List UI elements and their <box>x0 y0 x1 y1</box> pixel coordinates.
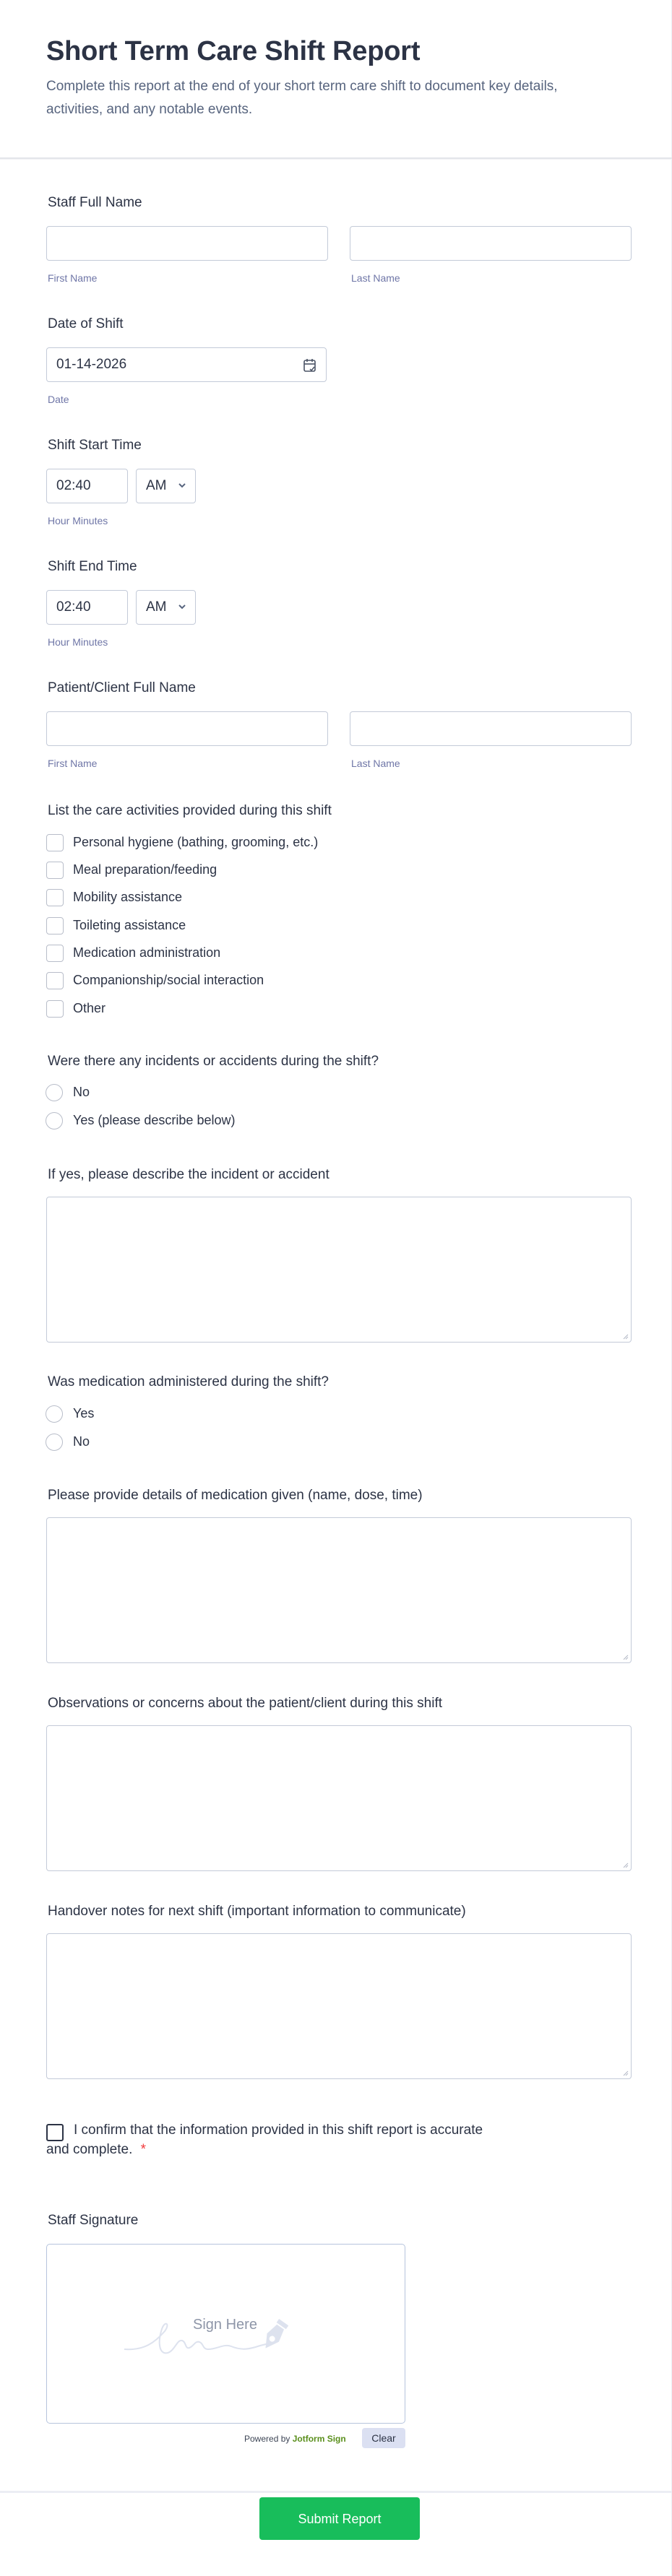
signature-label: Staff Signature <box>48 2213 139 2228</box>
incidents-option-label: Yes (please describe below) <box>73 1113 236 1127</box>
resize-handle-icon[interactable] <box>621 1332 629 1340</box>
activity-checkbox-medication[interactable] <box>46 945 64 962</box>
activity-option-label: Medication administration <box>73 945 221 960</box>
confirm-label-line1: I confirm that the information provided in this shift report is accurate <box>74 2122 483 2138</box>
confirm-label-line2: and complete. * <box>46 2142 147 2157</box>
activities-label: List the care activities provided during this shift <box>48 803 332 818</box>
shift-end-label: Shift End Time <box>48 559 137 574</box>
confirm-checkbox[interactable] <box>46 2124 64 2141</box>
patient-last-name-input[interactable] <box>350 711 632 746</box>
header-divider <box>0 157 672 160</box>
activity-option-label: Mobility assistance <box>73 890 183 904</box>
medication-given-label: Was medication administered during the shift? <box>48 1374 329 1389</box>
incidents-label: Were there any incidents or accidents during the shift? <box>48 1054 379 1069</box>
staff-first-name-input[interactable] <box>46 226 328 261</box>
shift-end-time-input[interactable]: 02:40 <box>46 590 128 625</box>
activity-checkbox-personal-hygiene[interactable] <box>46 834 64 851</box>
incident-description-textarea[interactable] <box>46 1197 632 1343</box>
date-of-shift-input[interactable] <box>46 347 327 382</box>
activity-option-label: Meal preparation/feeding <box>73 862 217 877</box>
incidents-radio-no[interactable] <box>46 1084 63 1101</box>
shift-start-sublabel: Hour Minutes <box>48 515 108 526</box>
medication-option-label: No <box>73 1434 90 1449</box>
clear-signature-button[interactable]: Clear <box>362 2428 405 2448</box>
shift-start-label: Shift Start Time <box>48 438 142 453</box>
resize-handle-icon[interactable] <box>621 1653 629 1660</box>
incidents-radio-yes[interactable] <box>46 1112 63 1129</box>
medication-option-label: Yes <box>73 1406 95 1421</box>
form-title: Short Term Care Shift Report <box>46 36 421 66</box>
shift-start-ampm-select[interactable]: AM <box>136 469 196 503</box>
resize-handle-icon[interactable] <box>621 2069 629 2076</box>
activity-checkbox-toileting[interactable] <box>46 917 64 934</box>
form-subtitle: Complete this report at the end of your short term care shift to document key details, activities, and any notable events. <box>46 79 558 117</box>
incident-description-label: If yes, please describe the incident or accident <box>48 1167 329 1182</box>
incidents-option-label: No <box>73 1085 90 1099</box>
required-asterisk: * <box>140 2142 147 2157</box>
resize-handle-icon[interactable] <box>621 1861 629 1868</box>
activity-checkbox-companionship[interactable] <box>46 972 64 989</box>
handover-label: Handover notes for next shift (important information to communicate) <box>48 1904 466 1919</box>
medication-details-textarea[interactable] <box>46 1517 632 1663</box>
observations-label: Observations or concerns about the patient/client during this shift <box>48 1696 443 1711</box>
activity-checkbox-mobility[interactable] <box>46 889 64 906</box>
activity-option-label: Companionship/social interaction <box>73 973 264 987</box>
shift-end-sublabel: Hour Minutes <box>48 636 108 648</box>
patient-first-name-sublabel: First Name <box>48 758 98 769</box>
patient-last-name-sublabel: Last Name <box>351 758 400 769</box>
activity-checkbox-other[interactable] <box>46 1000 64 1018</box>
staff-last-name-sublabel: Last Name <box>351 272 400 284</box>
date-value: 01-14-2026 <box>56 357 127 372</box>
medication-details-label: Please provide details of medication given (name, dose, time) <box>48 1488 423 1503</box>
medication-radio-yes[interactable] <box>46 1405 63 1423</box>
staff-last-name-input[interactable] <box>350 226 632 261</box>
submit-report-button[interactable]: Submit Report <box>259 2497 420 2540</box>
activity-option-label: Other <box>73 1001 106 1015</box>
activity-checkbox-meal-preparation[interactable] <box>46 862 64 879</box>
chevron-down-icon <box>178 602 186 611</box>
chevron-down-icon <box>178 481 186 490</box>
activity-option-label: Personal hygiene (bathing, grooming, etc.) <box>73 835 319 849</box>
powered-by-text: Powered by Jotform Sign <box>244 2434 346 2444</box>
date-sublabel: Date <box>48 394 69 405</box>
staff-name-label: Staff Full Name <box>48 195 142 210</box>
medication-radio-no[interactable] <box>46 1434 63 1451</box>
jotform-sign-brand: Jotform Sign <box>292 2434 346 2444</box>
shift-start-time-input[interactable]: 02:40 <box>46 469 128 503</box>
signature-pad[interactable] <box>46 2244 405 2424</box>
staff-first-name-sublabel: First Name <box>48 272 98 284</box>
date-of-shift-label: Date of Shift <box>48 316 124 331</box>
activity-option-label: Toileting assistance <box>73 918 186 932</box>
patient-first-name-input[interactable] <box>46 711 328 746</box>
observations-textarea[interactable] <box>46 1725 632 1871</box>
footer-divider <box>0 2491 672 2493</box>
handover-textarea[interactable] <box>46 1933 632 2079</box>
shift-end-ampm-select[interactable]: AM <box>136 590 196 625</box>
sign-here-placeholder: Sign Here <box>193 2317 257 2333</box>
calendar-icon[interactable] <box>303 357 317 373</box>
patient-name-label: Patient/Client Full Name <box>48 680 196 695</box>
signature-pen-icon <box>123 2313 325 2364</box>
